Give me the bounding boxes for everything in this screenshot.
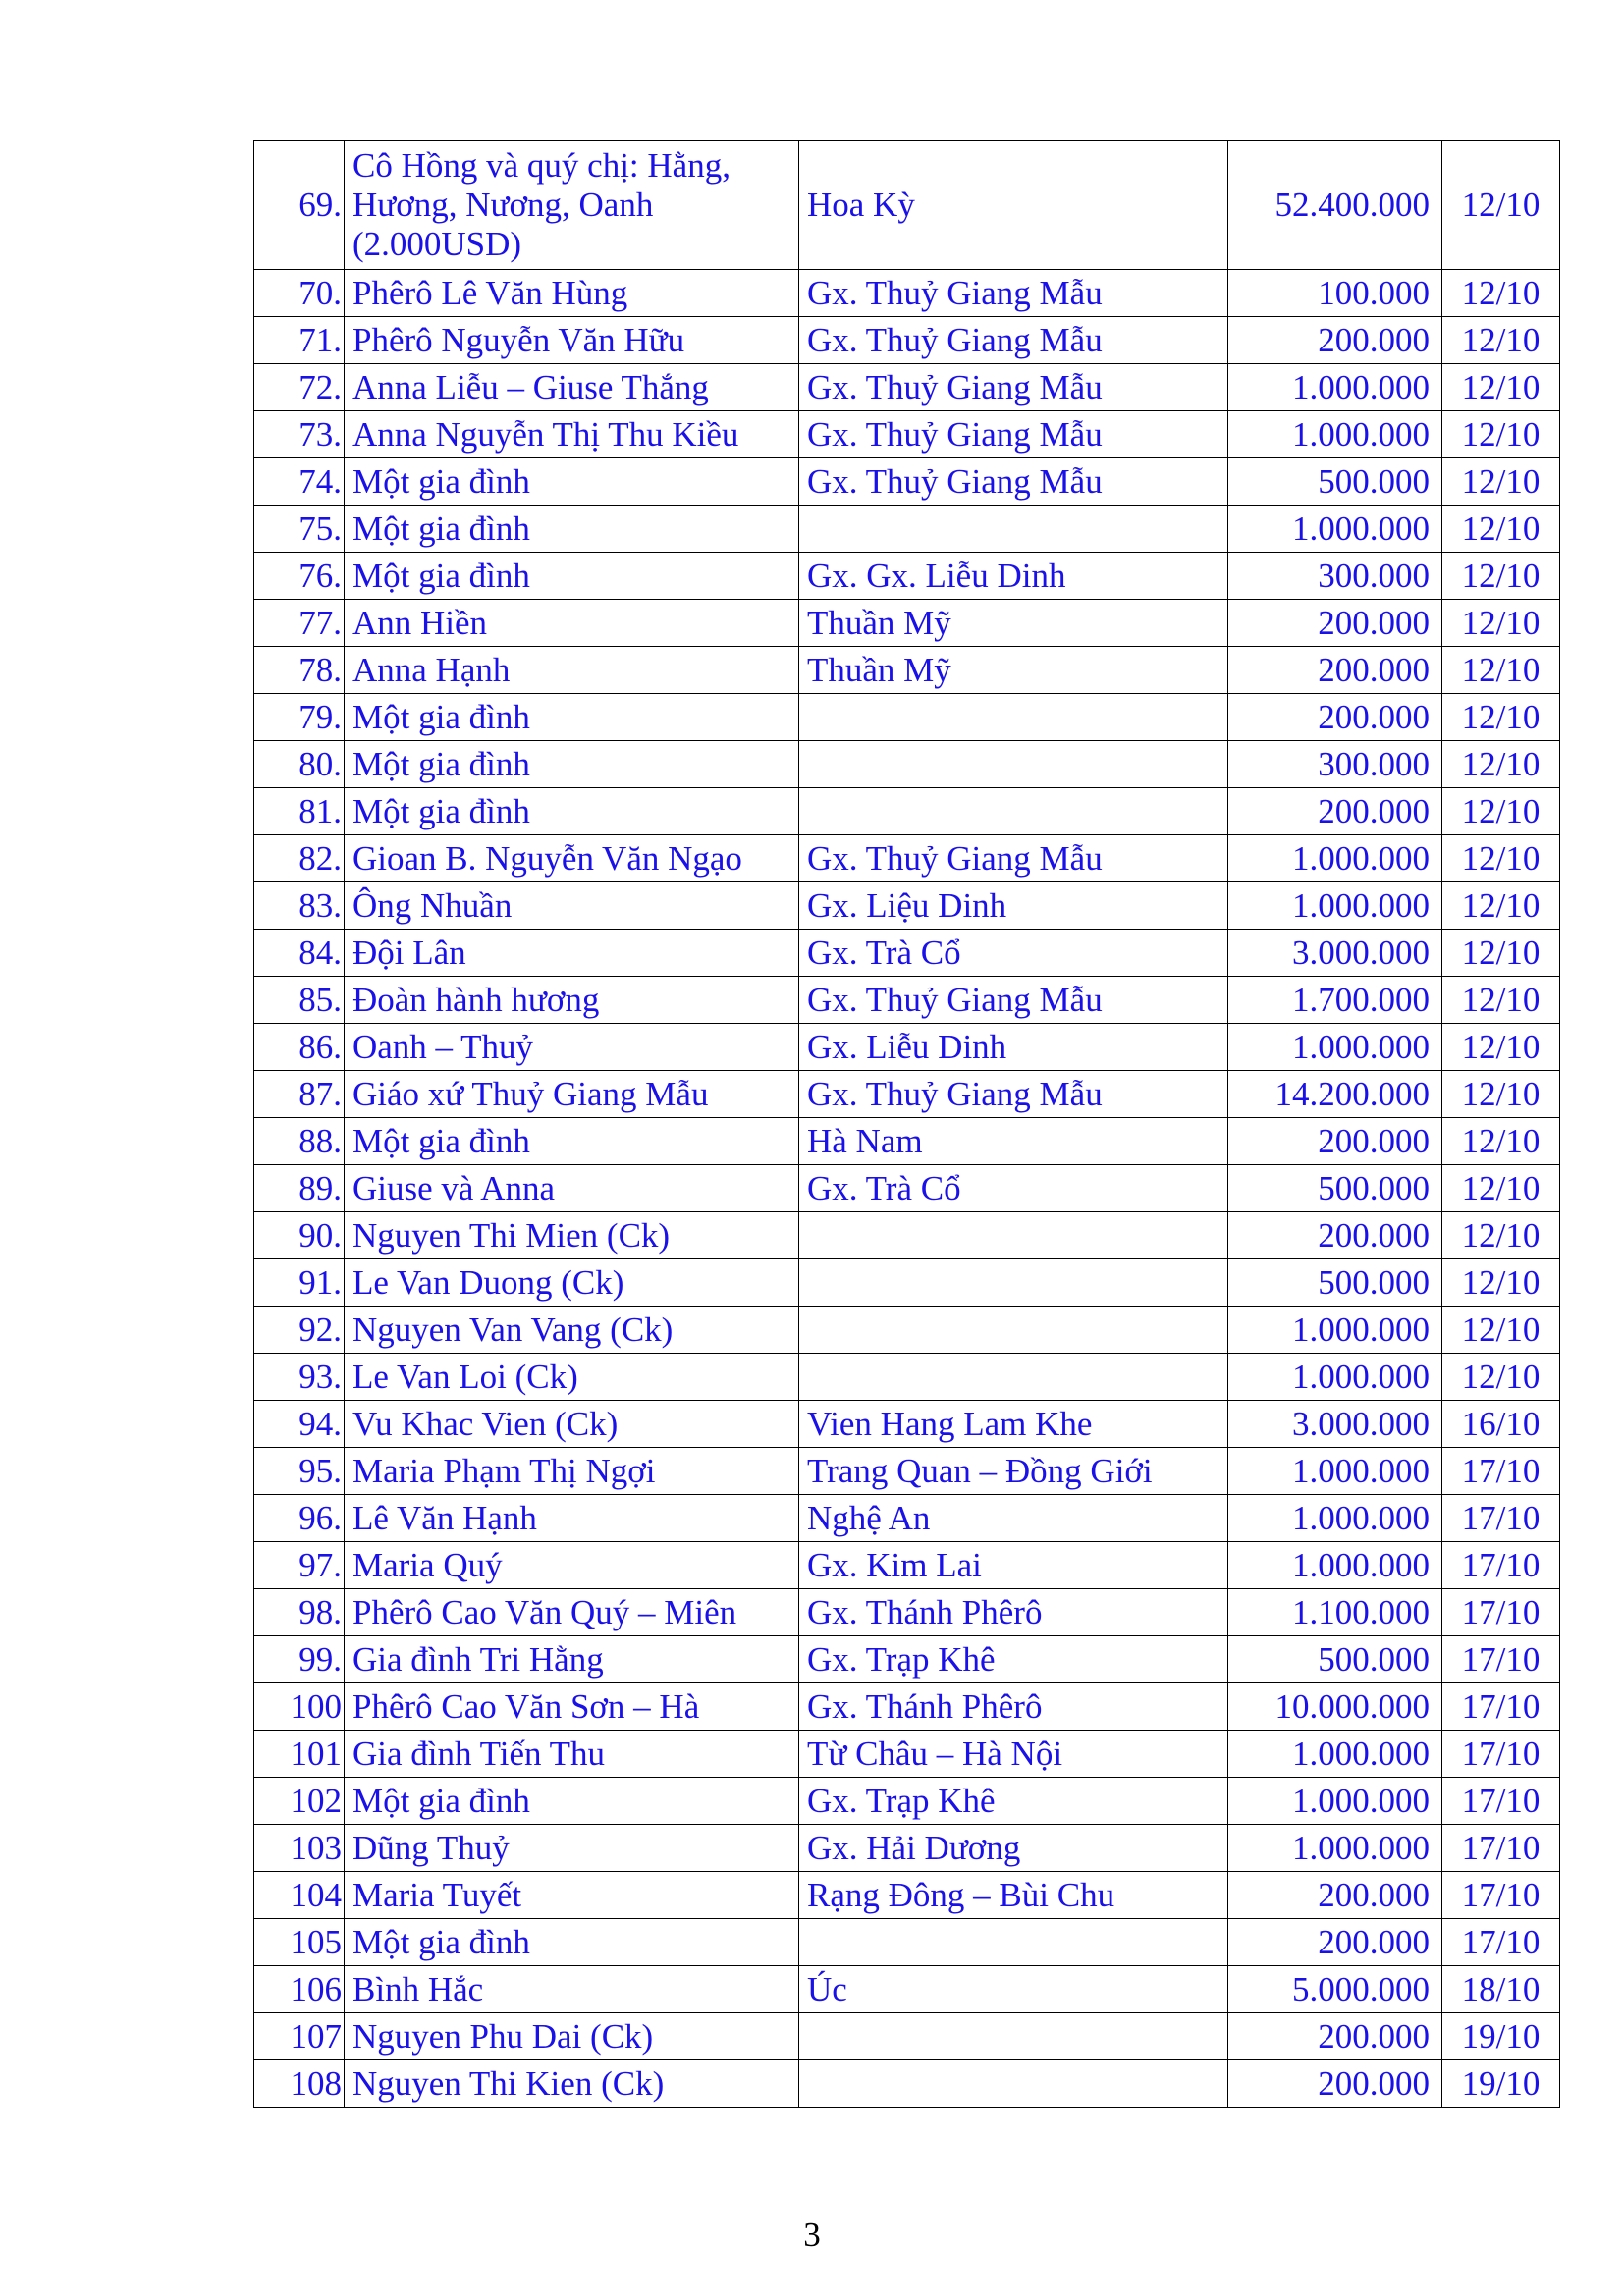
donor-name: Vu Khac Vien (Ck) <box>345 1401 799 1448</box>
donor-name: Ông Nhuần <box>345 882 799 930</box>
donation-date: 12/10 <box>1442 270 1560 317</box>
row-number: 103 <box>254 1825 345 1872</box>
row-number: 72. <box>254 364 345 411</box>
donor-name: Anna Nguyễn Thị Thu Kiều <box>345 411 799 458</box>
table-row <box>254 741 1560 788</box>
donation-date: 12/10 <box>1442 364 1560 411</box>
table-row <box>254 1401 1560 1448</box>
donation-amount: 1.000.000 <box>1228 1731 1442 1778</box>
donation-amount: 200.000 <box>1228 317 1442 364</box>
donor-name: Phêrô Nguyễn Văn Hữu <box>345 317 799 364</box>
table-row <box>254 1354 1560 1401</box>
donor-name: Phêrô Cao Văn Quý – Miên <box>345 1589 799 1636</box>
donor-location: Gx. Thuỷ Giang Mẫu <box>799 364 1228 411</box>
donation-amount: 1.000.000 <box>1228 411 1442 458</box>
donation-amount: 5.000.000 <box>1228 1966 1442 2013</box>
row-number: 98. <box>254 1589 345 1636</box>
donor-name: Gia đình Tiến Thu <box>345 1731 799 1778</box>
donation-amount: 500.000 <box>1228 458 1442 506</box>
table-row <box>254 1825 1560 1872</box>
table-row <box>254 1778 1560 1825</box>
donor-location: Hà Nam <box>799 1118 1228 1165</box>
row-number: 87. <box>254 1071 345 1118</box>
donation-date: 12/10 <box>1442 977 1560 1024</box>
donor-name: Nguyen Thi Kien (Ck) <box>345 2060 799 2108</box>
donor-name: Phêrô Cao Văn Sơn – Hà <box>345 1683 799 1731</box>
row-number: 97. <box>254 1542 345 1589</box>
row-number: 75. <box>254 506 345 553</box>
row-number: 94. <box>254 1401 345 1448</box>
donation-date: 12/10 <box>1442 1354 1560 1401</box>
donation-date: 12/10 <box>1442 506 1560 553</box>
donor-name: Anna Hạnh <box>345 647 799 694</box>
donation-date: 12/10 <box>1442 1165 1560 1212</box>
donation-amount: 200.000 <box>1228 694 1442 741</box>
donation-date: 12/10 <box>1442 788 1560 835</box>
donor-location: Gx. Thánh Phêrô <box>799 1589 1228 1636</box>
row-number: 104 <box>254 1872 345 1919</box>
donation-amount: 1.000.000 <box>1228 1448 1442 1495</box>
donor-location: Gx. Trà Cổ <box>799 1165 1228 1212</box>
donor-location: Hoa Kỳ <box>799 141 1228 270</box>
donor-location: Gx. Kim Lai <box>799 1542 1228 1589</box>
donor-name: Oanh – Thuỷ <box>345 1024 799 1071</box>
donor-name: Cô Hồng và quý chị: Hằng, Hương, Nương, Oanh (2.000USD) <box>345 141 799 270</box>
donation-date: 17/10 <box>1442 1542 1560 1589</box>
table-row <box>254 1165 1560 1212</box>
donor-name: Một gia đình <box>345 1778 799 1825</box>
donor-location: Gx. Thánh Phêrô <box>799 1683 1228 1731</box>
table-row <box>254 930 1560 977</box>
donor-name: Một gia đình <box>345 694 799 741</box>
donation-date: 12/10 <box>1442 141 1560 270</box>
donation-date: 18/10 <box>1442 1966 1560 2013</box>
donation-amount: 1.000.000 <box>1228 1024 1442 1071</box>
row-number: 78. <box>254 647 345 694</box>
donor-name: Đoàn hành hương <box>345 977 799 1024</box>
row-number: 85. <box>254 977 345 1024</box>
row-number: 79. <box>254 694 345 741</box>
table-row <box>254 977 1560 1024</box>
row-number: 101 <box>254 1731 345 1778</box>
donor-name: Dũng Thuỷ <box>345 1825 799 1872</box>
table-row <box>254 1212 1560 1259</box>
donation-date: 12/10 <box>1442 1118 1560 1165</box>
row-number: 76. <box>254 553 345 600</box>
table-row <box>254 1024 1560 1071</box>
donor-location: Thuần Mỹ <box>799 647 1228 694</box>
row-number: 90. <box>254 1212 345 1259</box>
donation-date: 17/10 <box>1442 1778 1560 1825</box>
donor-name: Một gia đình <box>345 553 799 600</box>
table-row <box>254 788 1560 835</box>
donor-location <box>799 788 1228 835</box>
donor-location: Gx. Trà Cổ <box>799 930 1228 977</box>
donation-date: 12/10 <box>1442 694 1560 741</box>
donation-amount: 1.000.000 <box>1228 364 1442 411</box>
donation-date: 12/10 <box>1442 835 1560 882</box>
row-number: 71. <box>254 317 345 364</box>
table-row <box>254 882 1560 930</box>
donor-location: Gx. Liệu Dinh <box>799 882 1228 930</box>
donor-location: Gx. Thuỷ Giang Mẫu <box>799 411 1228 458</box>
donation-date: 12/10 <box>1442 882 1560 930</box>
table-row <box>254 411 1560 458</box>
donation-amount: 1.000.000 <box>1228 1825 1442 1872</box>
table-row <box>254 1495 1560 1542</box>
donation-date: 17/10 <box>1442 1872 1560 1919</box>
donation-date: 17/10 <box>1442 1825 1560 1872</box>
donor-name: Bình Hắc <box>345 1966 799 2013</box>
donor-location <box>799 1354 1228 1401</box>
table-row <box>254 553 1560 600</box>
donation-date: 12/10 <box>1442 600 1560 647</box>
page-number: 3 <box>803 2216 821 2254</box>
donation-amount: 200.000 <box>1228 2060 1442 2108</box>
row-number: 93. <box>254 1354 345 1401</box>
donation-amount: 200.000 <box>1228 788 1442 835</box>
table-row <box>254 1872 1560 1919</box>
donor-location <box>799 506 1228 553</box>
donor-location: Gx. Liễu Dinh <box>799 1024 1228 1071</box>
row-number: 105 <box>254 1919 345 1966</box>
donation-amount: 14.200.000 <box>1228 1071 1442 1118</box>
row-number: 108 <box>254 2060 345 2108</box>
row-number: 80. <box>254 741 345 788</box>
donation-date: 12/10 <box>1442 458 1560 506</box>
donor-name: Một gia đình <box>345 788 799 835</box>
donation-amount: 200.000 <box>1228 647 1442 694</box>
row-number: 82. <box>254 835 345 882</box>
donor-location <box>799 1307 1228 1354</box>
row-number: 100 <box>254 1683 345 1731</box>
donor-location <box>799 741 1228 788</box>
donation-date: 12/10 <box>1442 411 1560 458</box>
table-row <box>254 1448 1560 1495</box>
donor-location: Rạng Đông – Bùi Chu <box>799 1872 1228 1919</box>
donation-date: 17/10 <box>1442 1731 1560 1778</box>
table-row <box>254 2060 1560 2108</box>
donor-name: Gioan B. Nguyễn Văn Ngạo <box>345 835 799 882</box>
donation-date: 12/10 <box>1442 553 1560 600</box>
donor-location: Từ Châu – Hà Nội <box>799 1731 1228 1778</box>
donor-location <box>799 1212 1228 1259</box>
table-row <box>254 1071 1560 1118</box>
donation-amount: 200.000 <box>1228 1872 1442 1919</box>
donation-date: 17/10 <box>1442 1448 1560 1495</box>
donation-amount: 200.000 <box>1228 1118 1442 1165</box>
donation-amount: 1.000.000 <box>1228 1307 1442 1354</box>
donor-location: Nghệ An <box>799 1495 1228 1542</box>
donor-name: Giáo xứ Thuỷ Giang Mẫu <box>345 1071 799 1118</box>
donor-location: Gx. Hải Dương <box>799 1825 1228 1872</box>
donor-location: Gx. Trạp Khê <box>799 1636 1228 1683</box>
donor-name: Một gia đình <box>345 741 799 788</box>
donation-amount: 1.700.000 <box>1228 977 1442 1024</box>
row-number: 81. <box>254 788 345 835</box>
donation-amount: 1.000.000 <box>1228 1778 1442 1825</box>
donation-amount: 300.000 <box>1228 741 1442 788</box>
table-row <box>254 835 1560 882</box>
row-number: 89. <box>254 1165 345 1212</box>
donation-amount: 200.000 <box>1228 2013 1442 2060</box>
donation-date: 12/10 <box>1442 1259 1560 1307</box>
table-row <box>254 600 1560 647</box>
row-number: 92. <box>254 1307 345 1354</box>
table-row <box>254 506 1560 553</box>
donation-date: 19/10 <box>1442 2060 1560 2108</box>
donation-amount: 500.000 <box>1228 1636 1442 1683</box>
row-number: 69. <box>254 141 345 270</box>
row-number: 86. <box>254 1024 345 1071</box>
donor-location: Thuần Mỹ <box>799 600 1228 647</box>
row-number: 95. <box>254 1448 345 1495</box>
donor-name: Lê Văn Hạnh <box>345 1495 799 1542</box>
donor-name: Maria Quý <box>345 1542 799 1589</box>
table-row <box>254 364 1560 411</box>
donation-amount: 300.000 <box>1228 553 1442 600</box>
row-number: 102 <box>254 1778 345 1825</box>
donation-amount: 200.000 <box>1228 600 1442 647</box>
donation-date: 17/10 <box>1442 1683 1560 1731</box>
table-row <box>254 1683 1560 1731</box>
donor-location: Gx. Thuỷ Giang Mẫu <box>799 270 1228 317</box>
donation-date: 19/10 <box>1442 2013 1560 2060</box>
donation-rows <box>254 141 1560 2108</box>
donation-amount: 52.400.000 <box>1228 141 1442 270</box>
row-number: 84. <box>254 930 345 977</box>
donation-amount: 500.000 <box>1228 1259 1442 1307</box>
row-number: 73. <box>254 411 345 458</box>
donor-name: Đội Lân <box>345 930 799 977</box>
donor-location: Úc <box>799 1966 1228 2013</box>
donation-amount: 500.000 <box>1228 1165 1442 1212</box>
donation-amount: 1.000.000 <box>1228 882 1442 930</box>
donation-date: 12/10 <box>1442 1024 1560 1071</box>
donor-location <box>799 694 1228 741</box>
table-row <box>254 2013 1560 2060</box>
donation-amount: 3.000.000 <box>1228 1401 1442 1448</box>
donor-location: Gx. Thuỷ Giang Mẫu <box>799 1071 1228 1118</box>
donation-amount: 1.000.000 <box>1228 1542 1442 1589</box>
donor-location <box>799 1259 1228 1307</box>
table-row <box>254 1118 1560 1165</box>
donation-date: 12/10 <box>1442 317 1560 364</box>
row-number: 106 <box>254 1966 345 2013</box>
donor-location: Gx. Thuỷ Giang Mẫu <box>799 317 1228 364</box>
donation-table <box>253 140 1560 2108</box>
donation-amount: 200.000 <box>1228 1212 1442 1259</box>
table-row <box>254 1589 1560 1636</box>
donation-date: 17/10 <box>1442 1495 1560 1542</box>
row-number: 74. <box>254 458 345 506</box>
donor-name: Gia đình Tri Hằng <box>345 1636 799 1683</box>
row-number: 88. <box>254 1118 345 1165</box>
donation-date: 12/10 <box>1442 1307 1560 1354</box>
row-number: 70. <box>254 270 345 317</box>
donor-location: Gx. Thuỷ Giang Mẫu <box>799 458 1228 506</box>
table-row <box>254 1636 1560 1683</box>
donor-name: Maria Tuyết <box>345 1872 799 1919</box>
donation-date: 12/10 <box>1442 1071 1560 1118</box>
donation-date: 17/10 <box>1442 1589 1560 1636</box>
table-row <box>254 1259 1560 1307</box>
donation-amount: 1.000.000 <box>1228 835 1442 882</box>
donation-date: 12/10 <box>1442 647 1560 694</box>
donor-location: Gx. Gx. Liễu Dinh <box>799 553 1228 600</box>
donor-name: Một gia đình <box>345 506 799 553</box>
donation-amount: 1.000.000 <box>1228 1354 1442 1401</box>
donor-name: Phêrô Lê Văn Hùng <box>345 270 799 317</box>
table-row <box>254 270 1560 317</box>
donation-date: 12/10 <box>1442 930 1560 977</box>
donor-name: Một gia đình <box>345 458 799 506</box>
donor-location: Gx. Thuỷ Giang Mẫu <box>799 977 1228 1024</box>
row-number: 96. <box>254 1495 345 1542</box>
donation-amount: 1.100.000 <box>1228 1589 1442 1636</box>
table-row <box>254 1966 1560 2013</box>
donor-location <box>799 1919 1228 1966</box>
donation-amount: 1.000.000 <box>1228 506 1442 553</box>
donor-name: Nguyen Phu Dai (Ck) <box>345 2013 799 2060</box>
row-number: 99. <box>254 1636 345 1683</box>
table-row <box>254 1731 1560 1778</box>
donor-location: Gx. Thuỷ Giang Mẫu <box>799 835 1228 882</box>
donor-location: Trang Quan – Đồng Giới <box>799 1448 1228 1495</box>
donor-location: Vien Hang Lam Khe <box>799 1401 1228 1448</box>
donation-date: 12/10 <box>1442 741 1560 788</box>
row-number: 107 <box>254 2013 345 2060</box>
donor-name: Nguyen Van Vang (Ck) <box>345 1307 799 1354</box>
donation-amount: 10.000.000 <box>1228 1683 1442 1731</box>
donor-name: Nguyen Thi Mien (Ck) <box>345 1212 799 1259</box>
donor-location <box>799 2013 1228 2060</box>
table-row <box>254 458 1560 506</box>
donor-name: Maria Phạm Thị Ngợi <box>345 1448 799 1495</box>
donor-name: Ann Hiền <box>345 600 799 647</box>
table-row <box>254 317 1560 364</box>
donation-date: 12/10 <box>1442 1212 1560 1259</box>
donor-name: Một gia đình <box>345 1919 799 1966</box>
table-row <box>254 1919 1560 1966</box>
table-row <box>254 647 1560 694</box>
donation-amount: 200.000 <box>1228 1919 1442 1966</box>
table-row <box>254 694 1560 741</box>
table-row <box>254 1307 1560 1354</box>
donor-name: Một gia đình <box>345 1118 799 1165</box>
donor-name: Anna Liễu – Giuse Thắng <box>345 364 799 411</box>
donation-date: 16/10 <box>1442 1401 1560 1448</box>
table-row <box>254 141 1560 270</box>
donation-amount: 100.000 <box>1228 270 1442 317</box>
donor-name: Giuse và Anna <box>345 1165 799 1212</box>
donor-location <box>799 2060 1228 2108</box>
donation-date: 17/10 <box>1442 1919 1560 1966</box>
row-number: 77. <box>254 600 345 647</box>
row-number: 91. <box>254 1259 345 1307</box>
donor-name: Le Van Loi (Ck) <box>345 1354 799 1401</box>
donor-name: Le Van Duong (Ck) <box>345 1259 799 1307</box>
row-number: 83. <box>254 882 345 930</box>
table-row <box>254 1542 1560 1589</box>
donation-amount: 1.000.000 <box>1228 1495 1442 1542</box>
donor-location: Gx. Trạp Khê <box>799 1778 1228 1825</box>
donation-amount: 3.000.000 <box>1228 930 1442 977</box>
donation-date: 17/10 <box>1442 1636 1560 1683</box>
